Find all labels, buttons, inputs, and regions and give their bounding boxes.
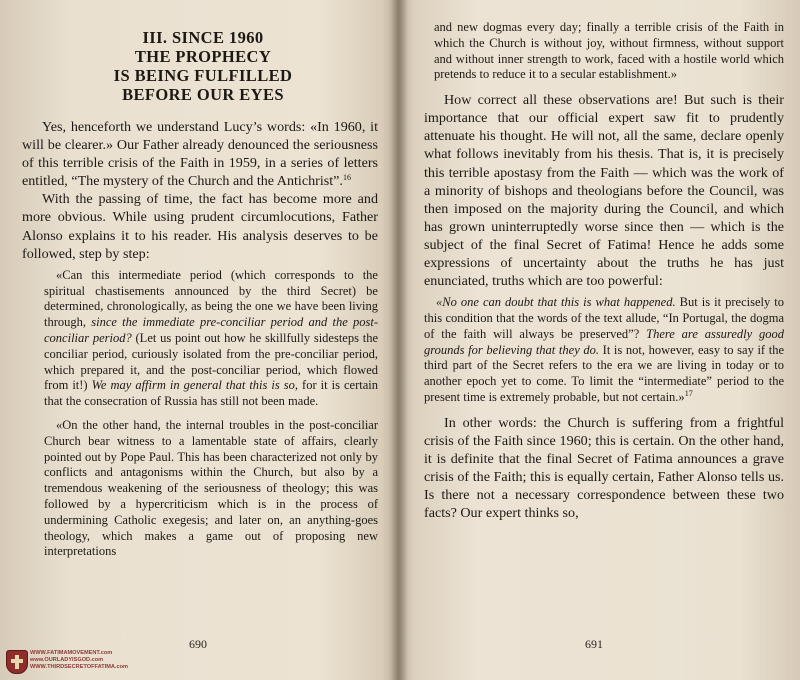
quote-italic: since the immediate pre-conciliar period and the post-conciliar period? xyxy=(44,315,379,345)
quote-text: for it is certain that the consecration of Russia has still not been made. xyxy=(44,378,378,409)
quote-italic: «No one can doubt that this is what happened. xyxy=(436,295,676,310)
left-page xyxy=(0,0,398,680)
watermark-text xyxy=(30,650,128,671)
quote-italic: There are assuredly good grounds for believing that they do. xyxy=(424,326,784,357)
left-quote-2: «On the other hand, the internal troubles in the post-conciliar Church bear witness to a lamentable state of affairs, clearly pointed out by Pope Paul. This has been characterized not only by conflicts and antagonisms within the Church, but also by a tremendous weakening of the seriousness of theology; this was followed by a hypercriticism which is in the process of undermining Catholic exegesis; and later on, an anything-goes theology, which makes a game out of proposing new interpretations xyxy=(44,417,378,559)
right-quote xyxy=(424,295,784,406)
right-paragraph-1: How correct all these observations are! But such is their importance that our official expert saw fit to prudently attenuate his thought. He will not, all the same, declare openly what follows inevitably from his thesis. That is, it is precisely this terrible apostasy from the Faith — which was the work of a minority of bishops and theologians before the Council, was then imposed on the majority during the Council, and which has grown uninterruptedly worse since then — which is the subject of the final Secret of Fatima! Hence he adds some expressions of uncertainty about the truths he has just enunciated, truths which are too powerful: xyxy=(424,92,784,290)
quote-text: It is not, however, easy to say if the third part of the Secret refers to the era we are living in today or to another epoch yet to come. To limit the “intermediate” period to the present time is extremely probable, but not certain.» xyxy=(424,342,785,404)
footnote-ref-16: 16 xyxy=(342,173,351,183)
heading-line: IS BEING FULFILLED xyxy=(113,66,293,85)
watermark-line: WWW.FATIMAMOVEMENT.com xyxy=(30,650,113,656)
watermark-line: WWW.THIRDSECRETOFFATIMA.com xyxy=(30,664,128,670)
left-paragraph-1-text: Yes, henceforth we understand Lucy’s words: «In 1960, it will be clearer.» Our Father already denounced the seriousness of this terrible crisis of the Faith in 1959, in a series of letters entitled, “The mystery of the Church and the Antichrist”. xyxy=(22,119,378,190)
book-gutter xyxy=(390,0,408,680)
right-quote-continued: and new dogmas every day; finally a terrible crisis of the Faith in which the Church is without joy, without firmness, without support and without inner strength to work, faced with a hostile world which pretends to reduce it to a secular establishment.» xyxy=(434,20,784,82)
quote-text: «Can this intermediate period (which corresponds to the spiritual chastisements announced by the third Secret) be determined, chronologically, as being the one we have been living through, xyxy=(44,267,378,330)
heading-line: THE PROPHECY xyxy=(134,47,272,66)
footnote-ref-17: 17 xyxy=(684,389,693,398)
page-number-right: 691 xyxy=(585,637,603,651)
left-quote-1 xyxy=(44,268,378,410)
quote-text: But is it precisely to this condition that the words of the text allude, “In Portugal, the dogma of the faith will always be preserved”? xyxy=(424,295,784,341)
left-paragraph-1 xyxy=(22,118,378,190)
right-paragraph-2: In other words: the Church is suffering from a frightful crisis of the Faith since 1960; this is certain. On the other hand, it is definite that the final Secret of Fatima announces a grave crisis of the Faith; this is equally certain, Father Alonso tells us. Is there not a necessary correspondence between these two facts? Our expert thinks so, xyxy=(424,414,784,522)
right-page xyxy=(398,0,800,680)
quote-italic: We may affirm in general that this is so, xyxy=(91,378,299,393)
left-paragraph-2: With the passing of time, the fact has become more and more obvious. While using prudent circumlocutions, Father Alonso explains it to his reader. His analysis deserves to be followed, step by step: xyxy=(22,191,378,262)
heading-line: BEFORE OUR EYES xyxy=(122,85,284,104)
quote-text: (Let us point out how he skillfully sidesteps the conciliar period, curiously isolated from the pre-conciliar period, which prepared it, and the post-conciliar period, which flowed from it!) xyxy=(44,330,378,393)
heading-line: III. SINCE 1960 xyxy=(142,28,264,47)
watermark-line: www.OURLADYISGOD.com xyxy=(30,657,104,663)
chapter-heading xyxy=(22,28,378,104)
watermark xyxy=(4,648,204,678)
page-number-left: 690 xyxy=(189,637,207,651)
crest-icon xyxy=(6,650,28,674)
